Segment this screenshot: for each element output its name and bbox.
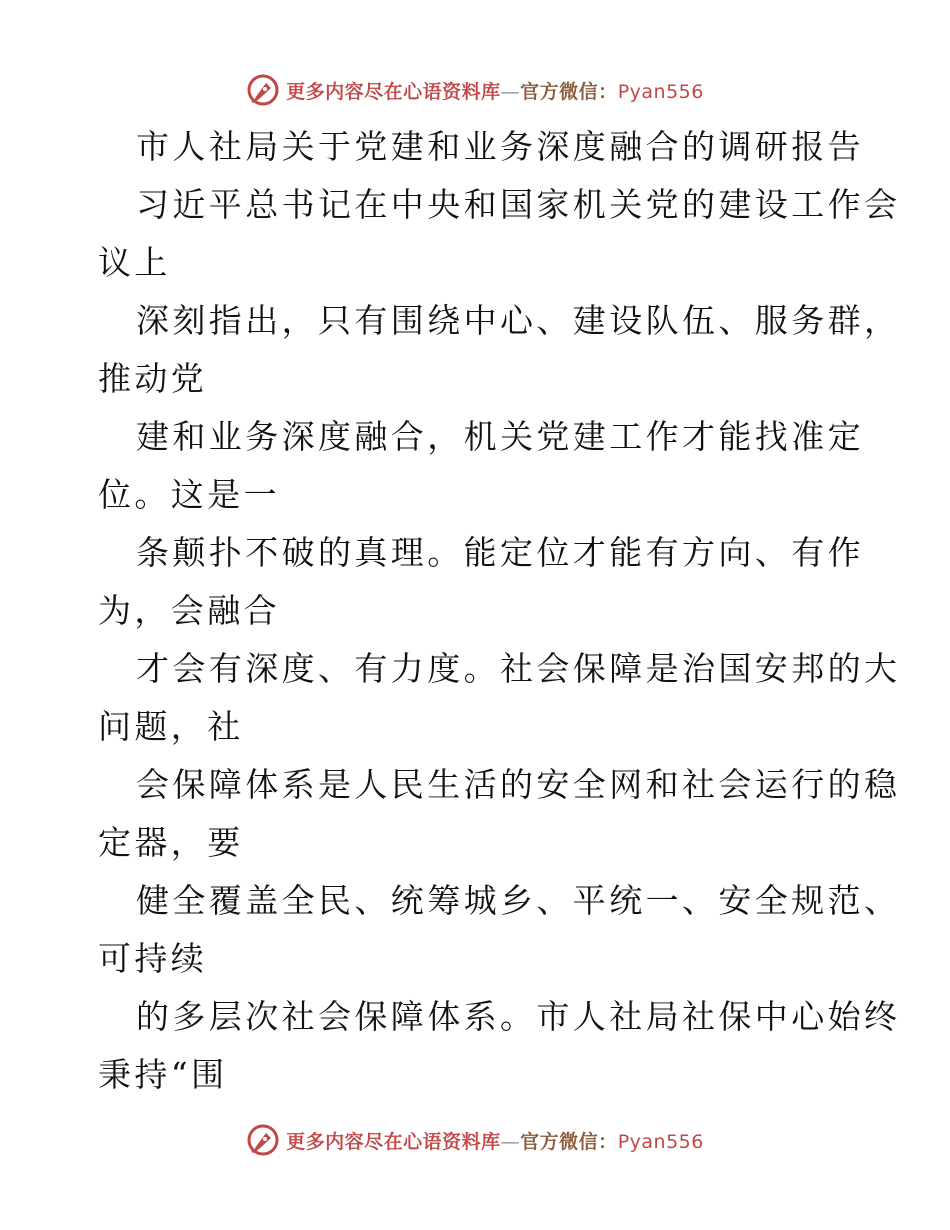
pen-nib-circle-icon xyxy=(246,1123,280,1157)
watermark-official-label: 官方微信： xyxy=(520,1130,618,1153)
paragraph-line: 深刻指出，只有围绕中心、建设队伍、服务群， xyxy=(136,301,901,340)
watermark-main-text: 更多内容尽在心语资料库 xyxy=(286,1130,501,1153)
document-title: 市人社局关于党建和业务深度融合的调研报告 xyxy=(136,127,864,166)
paragraph-line: 为，会融合 xyxy=(98,591,280,630)
watermark-official-label: 官方微信： xyxy=(520,80,618,103)
paragraph-line: 议上 xyxy=(98,243,171,282)
paragraph-line: 建和业务深度融合，机关党建工作才能找准定 xyxy=(136,417,864,456)
paragraph-line: 条颠扑不破的真理。能定位才能有方向、有作 xyxy=(136,533,864,572)
watermark-wechat-id: Pyan556 xyxy=(617,1130,704,1153)
paragraph-line: 推动党 xyxy=(98,359,208,398)
watermark-separator: — xyxy=(500,80,521,103)
paragraph-line: 会保障体系是人民生活的安全网和社会运行的稳 xyxy=(136,765,901,804)
footer-watermark xyxy=(0,1120,950,1160)
paragraph-line: 的多层次社会保障体系。市人社局社保中心始终 xyxy=(136,997,901,1036)
watermark-wechat-id: Pyan556 xyxy=(617,80,704,103)
paragraph-line: 习近平总书记在中央和国家机关党的建设工作会 xyxy=(136,185,901,224)
watermark-separator: — xyxy=(500,1130,521,1153)
watermark-main-text: 更多内容尽在心语资料库 xyxy=(286,80,501,103)
paragraph-line: 可持续 xyxy=(98,939,208,978)
paragraph-line: 才会有深度、有力度。社会保障是治国安邦的大 xyxy=(136,649,901,688)
paragraph-line: 健全覆盖全民、统筹城乡、平统一、安全规范、 xyxy=(136,881,901,920)
paragraph-line: 秉持“围 xyxy=(98,1055,228,1094)
paragraph-line: 问题，社 xyxy=(98,707,244,746)
paragraph-line: 位。这是一 xyxy=(98,475,280,514)
paragraph-line: 定器，要 xyxy=(98,823,244,862)
